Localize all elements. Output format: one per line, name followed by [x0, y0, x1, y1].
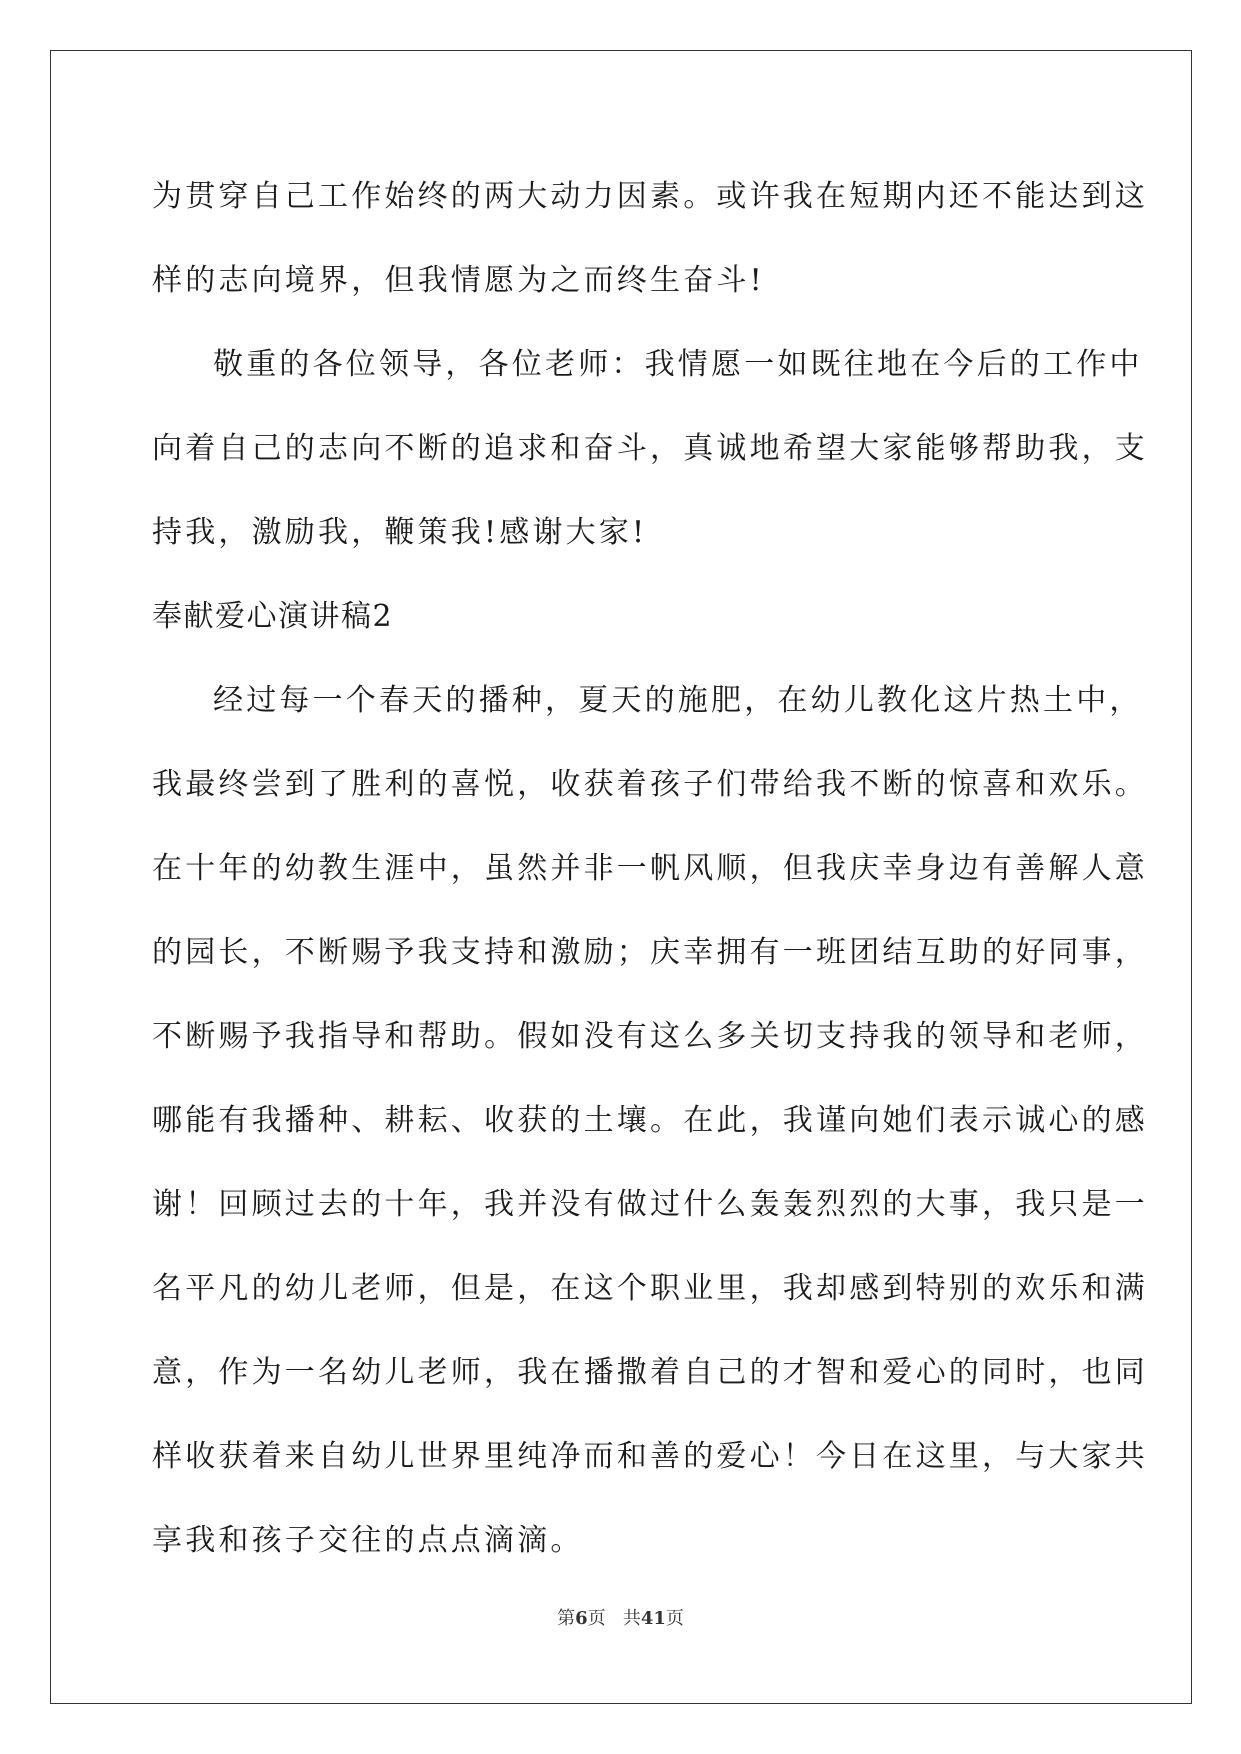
text-line: 名平凡的幼儿老师，但是，在这个职业里，我却感到特别的欢乐和满 [152, 1271, 1148, 1306]
footer-total-prefix: 共 [622, 1608, 641, 1629]
text-line: 哪能有我播种、耕耘、收获的土壤。在此，我谨向她们表示诚心的感 [152, 1103, 1148, 1138]
document-body [152, 155, 1148, 1583]
total-pages: 41 [640, 1608, 666, 1629]
text-line: 的园长，不断赐予我支持和激励；庆幸拥有一班团结互助的好同事， [152, 935, 1148, 970]
section-heading: 奉献爱心演讲稿2 [152, 599, 394, 634]
page-number: 6 [575, 1608, 588, 1629]
paragraph-start-line: 经过每一个春天的播种，夏天的施肥，在幼儿教化这片热土中， [213, 683, 1143, 718]
text-line: 样收获着来自幼儿世界里纯净而和善的爱心！今日在这里，与大家共 [152, 1439, 1148, 1474]
page-footer [0, 1608, 1241, 1630]
text-line: 在十年的幼教生涯中，虽然并非一帆风顺，但我庆幸身边有善解人意 [152, 851, 1148, 886]
text-line: 我最终尝到了胜利的喜悦，收获着孩子们带给我不断的惊喜和欢乐。 [152, 767, 1148, 802]
text-line: 谢！回顾过去的十年，我并没有做过什么轰轰烈烈的大事，我只是一 [152, 1187, 1148, 1222]
footer-page-suffix: 页 [587, 1608, 606, 1629]
text-line: 享我和孩子交往的点点滴滴。 [152, 1523, 584, 1558]
text-line: 向着自己的志向不断的追求和奋斗，真诚地希望大家能够帮助我，支 [152, 431, 1148, 466]
text-line: 意，作为一名幼儿老师，我在播撒着自己的才智和爱心的同时，也同 [152, 1355, 1148, 1390]
footer-total-suffix: 页 [665, 1608, 684, 1629]
paragraph-start-line: 敬重的各位领导，各位老师：我情愿一如既往地在今后的工作中 [213, 347, 1143, 382]
text-line: 不断赐予我指导和帮助。假如没有这么多关切支持我的领导和老师， [152, 1019, 1148, 1054]
footer-prefix: 第 [557, 1608, 576, 1629]
text-line: 持我，激励我，鞭策我!感谢大家! [152, 515, 648, 550]
text-line: 为贯穿自己工作始终的两大动力因素。或许我在短期内还不能达到这 [152, 179, 1148, 214]
text-line: 样的志向境界，但我情愿为之而终生奋斗! [152, 263, 765, 298]
